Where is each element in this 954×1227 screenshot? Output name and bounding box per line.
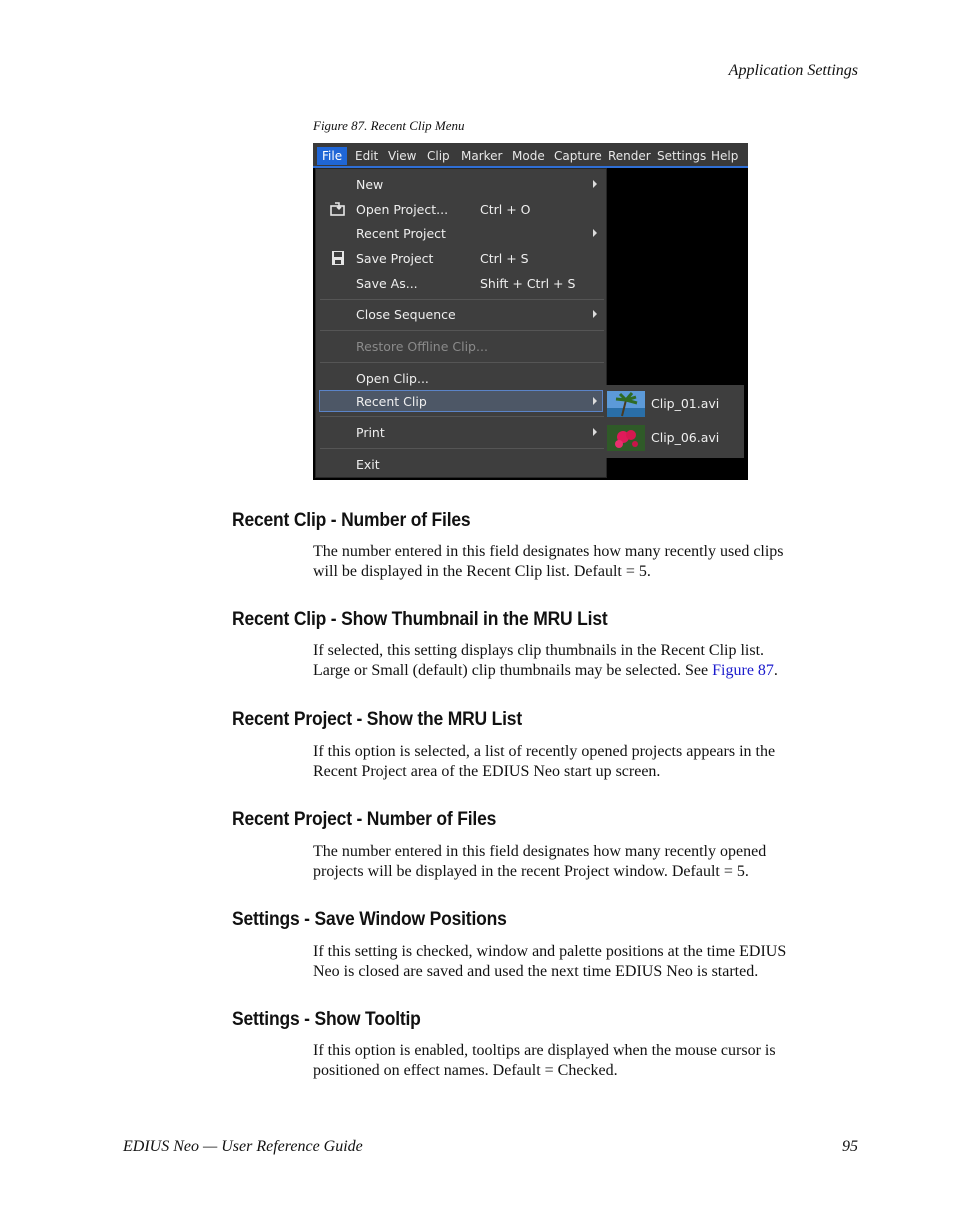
section-heading: Settings - Show Tooltip — [232, 1009, 421, 1030]
menu-separator — [320, 416, 604, 417]
menu-settings[interactable]: Settings — [657, 149, 707, 163]
section-body: If this setting is checked, window and palette positions at the time EDIUS Neo is closed are saved and used the next time EDIUS Neo is started. — [313, 943, 787, 980]
section-heading: Recent Project - Number of Files — [232, 809, 497, 830]
shortcut-label: Ctrl + S — [480, 251, 529, 266]
running-header: Application Settings — [728, 62, 858, 79]
menu-item-label: Close Sequence — [356, 307, 456, 322]
save-icon — [330, 250, 346, 266]
recent-clip-name: Clip_01.avi — [651, 396, 720, 411]
section-body: If this option is selected, a list of recently opened projects appears in the Recent Project area of the EDIUS Neo start up screen. — [313, 743, 776, 780]
menu-item-exit[interactable] — [316, 454, 606, 476]
menu-item-close-sequence[interactable] — [316, 304, 606, 326]
menu-separator — [320, 362, 604, 363]
shortcut-label: Ctrl + O — [480, 202, 531, 217]
section-heading: Recent Project - Show the MRU List — [232, 709, 522, 730]
menu-item-label: Save As... — [356, 276, 418, 291]
palm-tree-thumbnail-icon — [607, 391, 645, 417]
menu-item-label: Print — [356, 425, 385, 440]
menu-item-recent-project[interactable] — [316, 223, 606, 245]
section-heading: Recent Clip - Number of Files — [232, 510, 471, 531]
menu-separator — [320, 299, 604, 300]
submenu-arrow-icon — [593, 229, 597, 237]
section-body: The number entered in this field designates how many recently used clips will be displayed in the Recent Clip list. Default = 5. — [313, 543, 784, 580]
menu-clip[interactable]: Clip — [427, 149, 450, 163]
menu-item-label: Save Project — [356, 251, 434, 266]
section-body: If this option is enabled, tooltips are displayed when the mouse cursor is positioned on effect names. Default = Checked. — [313, 1042, 776, 1079]
figure-caption: Figure 87. Recent Clip Menu — [313, 118, 465, 133]
section-body: The number entered in this field designates how many recently opened projects will be displayed in the recent Project window. Default = 5. — [313, 843, 767, 880]
open-project-icon — [330, 201, 346, 217]
page-number: 95 — [842, 1138, 858, 1155]
menu-item-label: Exit — [356, 457, 380, 472]
menu-item-save-project[interactable] — [316, 248, 606, 270]
menu-help[interactable]: Help — [711, 149, 739, 163]
shortcut-label: Shift + Ctrl + S — [480, 276, 576, 291]
submenu-arrow-icon — [593, 310, 597, 318]
menu-item-label: Open Project... — [356, 202, 449, 217]
section-heading: Settings - Save Window Positions — [232, 909, 507, 930]
menu-marker[interactable]: Marker — [461, 149, 503, 163]
menu-bar — [313, 143, 748, 168]
menu-edit[interactable]: Edit — [355, 149, 379, 163]
recent-clip-submenu — [605, 385, 744, 458]
section-body: If selected, this setting displays clip thumbnails in the Recent Clip list. Large or Small (default) clip thumbnails may be selected. See Figure 87. — [313, 642, 778, 679]
menu-item-print[interactable] — [316, 422, 606, 444]
menu-item-label: Restore Offline Clip... — [356, 339, 488, 354]
recent-clip-menu-screenshot — [313, 143, 748, 480]
menu-item-restore-offline-clip — [316, 336, 606, 358]
figure-87-link[interactable]: Figure 87 — [712, 661, 774, 679]
menu-item-recent-clip[interactable] — [319, 390, 603, 412]
menu-capture[interactable]: Capture — [554, 149, 602, 163]
menu-item-open-project[interactable] — [316, 199, 606, 221]
recent-clip-name: Clip_06.avi — [651, 430, 720, 445]
recent-clip-item-2[interactable] — [607, 421, 742, 453]
menu-separator — [320, 448, 604, 449]
menu-item-label: Recent Project — [356, 226, 446, 241]
submenu-arrow-icon — [593, 180, 597, 188]
footer-title: EDIUS Neo — User Reference Guide — [123, 1138, 363, 1155]
menu-item-label: New — [356, 177, 384, 192]
menu-item-save-as[interactable] — [316, 273, 606, 295]
menu-view[interactable]: View — [388, 149, 417, 163]
section-heading: Recent Clip - Show Thumbnail in the MRU List — [232, 609, 608, 630]
menu-item-label: Recent Clip — [356, 394, 427, 409]
submenu-arrow-icon — [593, 428, 597, 436]
submenu-arrow-icon — [593, 397, 597, 405]
recent-clip-item-1[interactable] — [607, 387, 742, 419]
flower-thumbnail-icon — [607, 425, 645, 451]
menu-mode[interactable]: Mode — [512, 149, 545, 163]
menu-item-new[interactable] — [316, 174, 606, 196]
menu-file[interactable]: File — [317, 147, 347, 165]
menu-item-open-clip[interactable] — [316, 368, 606, 390]
menu-render[interactable]: Render — [608, 149, 651, 163]
menu-item-label: Open Clip... — [356, 371, 429, 386]
menu-separator — [320, 330, 604, 331]
file-menu-dropdown — [315, 168, 607, 478]
